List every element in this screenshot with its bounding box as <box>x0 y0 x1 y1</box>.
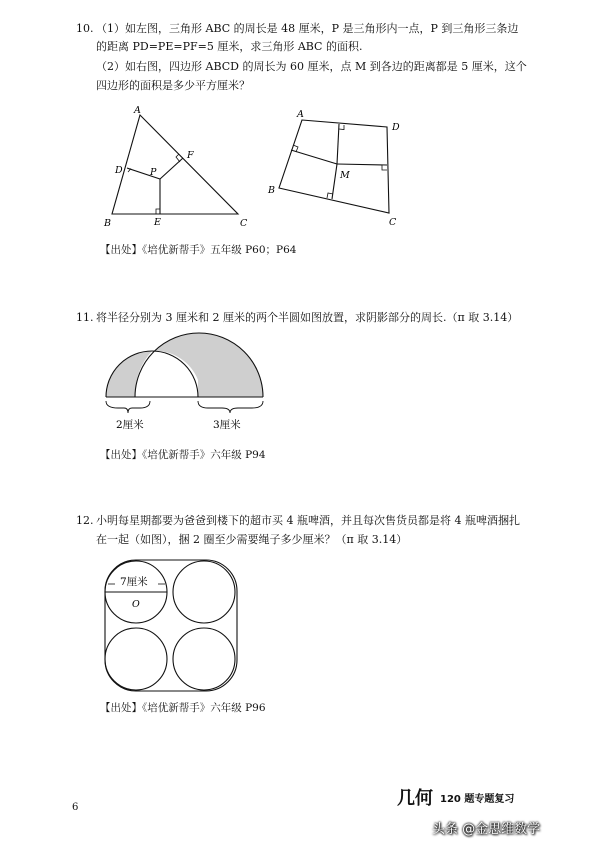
label-O: O <box>132 599 140 610</box>
label-B: B <box>104 218 111 229</box>
problem-11-source: 【出处】《培优新帮手》六年级 P94 <box>100 449 266 461</box>
problem-10-line-4: 四边形的面积是多少平方厘米？ <box>96 79 250 92</box>
quadrilateral-figure <box>279 120 389 213</box>
problem-12-number: 12. <box>76 514 94 527</box>
page-number: 6 <box>72 802 79 813</box>
problem-10-source: 【出处】《培优新帮手》五年级 P60；P64 <box>100 244 297 256</box>
problem-11-number: 11. <box>76 311 94 324</box>
label-M: M <box>340 170 350 181</box>
problem-10-line-1: （1）如左图，三角形 ABC 的周长是 48 厘米，P 是三角形内一点，P 到三角形三条边 <box>96 22 519 35</box>
label-E: E <box>154 217 161 228</box>
footer-subtitle: 120 题专题复习 <box>440 794 515 805</box>
label-3cm: 3厘米 <box>213 419 241 431</box>
label-P: P <box>150 167 157 178</box>
problem-10-number: 10. <box>76 22 94 35</box>
label-C: C <box>240 218 248 229</box>
label-7cm: 7厘米 <box>120 576 148 588</box>
label-C2: C <box>389 217 397 228</box>
label-B2: B <box>268 185 275 196</box>
problem-11-line-1: 将半径分别为 3 厘米和 2 厘米的两个半圆如图放置，求阴影部分的周长.（π 取 3.14） <box>96 311 519 324</box>
footer-title: 几何 <box>397 788 433 809</box>
problem-12-source: 【出处】《培优新帮手》六年级 P96 <box>100 702 266 714</box>
label-A: A <box>134 105 141 116</box>
semicircles-figure <box>106 333 263 413</box>
triangle-figure <box>112 115 238 214</box>
problem-12-line-1: 小明每星期都要为爸爸到楼下的超市买 4 瓶啤酒，并且每次售货员都是将 4 瓶啤酒捆扎 <box>96 514 520 527</box>
label-2cm: 2厘米 <box>116 419 144 431</box>
label-A2: A <box>297 109 304 120</box>
label-D: D <box>115 165 123 176</box>
problem-10-line-2: 的距离 PD=PE=PF=5 厘米，求三角形 ABC 的面积. <box>96 40 363 53</box>
watermark: 头条 @金思维数学 <box>432 822 541 837</box>
problem-10-line-3: （2）如右图，四边形 ABCD 的周长为 60 厘米，点 M 到各边的距离都是 5 厘米，这个 <box>96 60 527 73</box>
label-F: F <box>187 150 194 161</box>
label-D2: D <box>392 122 400 133</box>
problem-12-line-2: 在一起（如图），捆 2 圈至少需要绳子多少厘米？（π 取 3.14） <box>96 533 408 546</box>
